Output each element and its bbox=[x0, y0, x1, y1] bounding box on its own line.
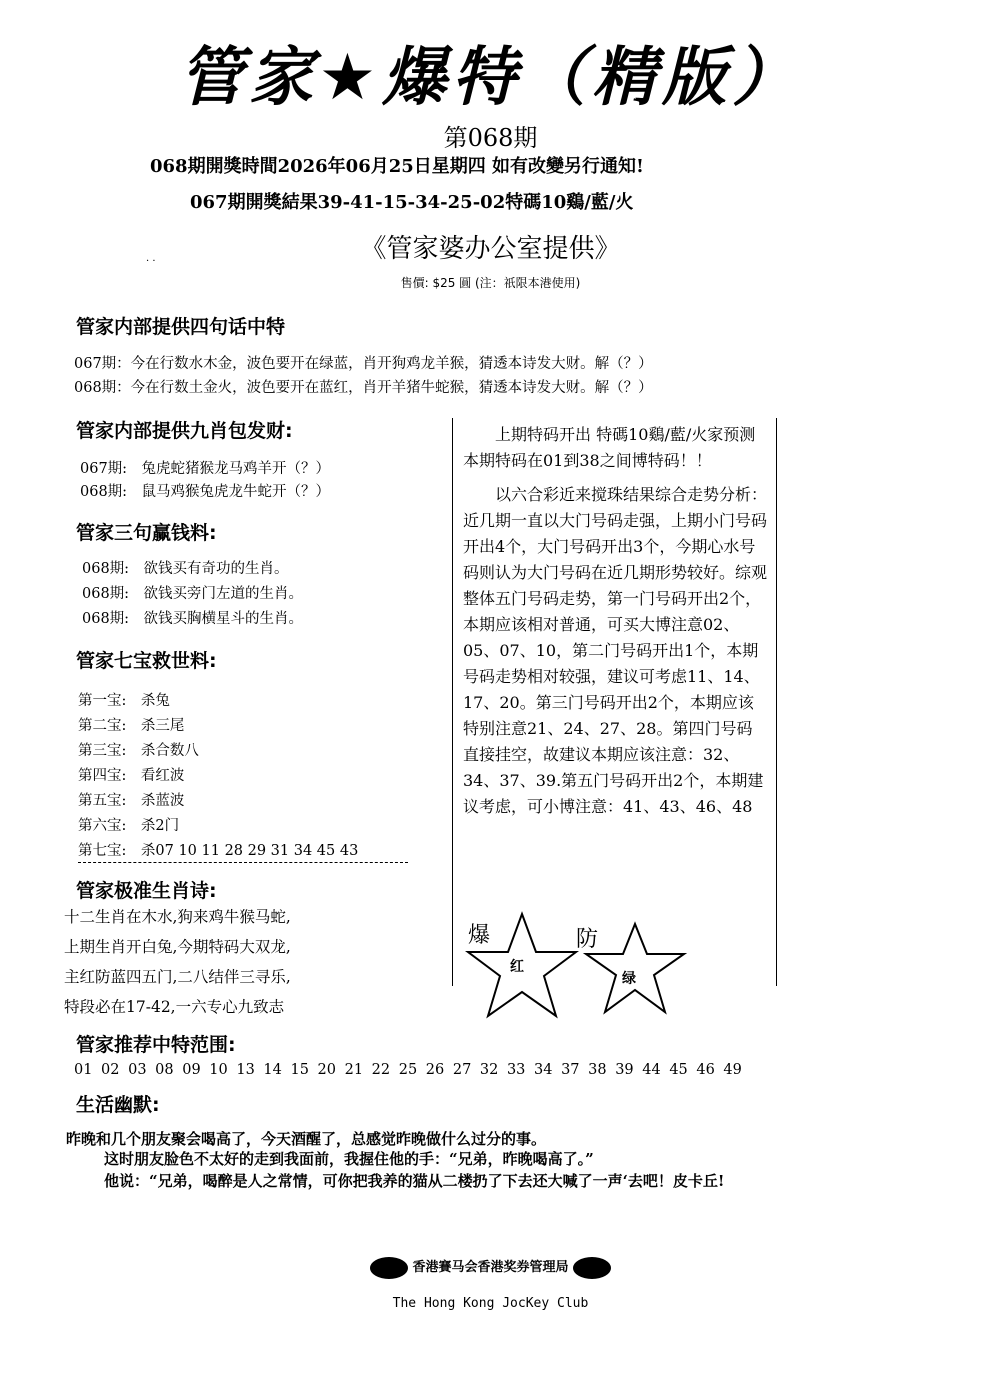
poem-heading: 管家极准生肖诗: bbox=[76, 880, 217, 902]
page-title: 管家★爆特（精版） bbox=[178, 41, 803, 115]
hkjc-emblem-icon bbox=[573, 1257, 611, 1279]
seven-treasures-heading: 管家七宝救世料: bbox=[76, 650, 217, 672]
treasure-row: 第六宝: 杀2门 bbox=[78, 818, 180, 834]
hkjc-logo-line bbox=[0, 1256, 981, 1279]
nine-zodiac-heading: 管家内部提供九肖包发财: bbox=[76, 420, 293, 442]
provider-line: 《管家婆办公室提供》 bbox=[360, 234, 621, 264]
four-lines-heading: 管家内部提供四句话中特 bbox=[76, 316, 286, 338]
treasure-row: 第四宝: 看红波 bbox=[78, 768, 185, 784]
star-guard-green bbox=[576, 918, 690, 1018]
last-result: 067期開獎結果39-41-15-34-25-02特碼10鷄/藍/火 bbox=[190, 192, 634, 213]
star-text: 绿 bbox=[622, 971, 636, 987]
three-lines-row: 068期: 欲钱买旁门左道的生肖。 bbox=[82, 586, 304, 602]
four-lines-row: 068期：今在行数土金火，波色要开在蓝红，肖开羊猪牛蛇猴，猜透本诗发大财。解（？） bbox=[74, 380, 653, 396]
star-label: 爆 bbox=[468, 923, 491, 948]
three-lines-heading: 管家三句赢钱料: bbox=[76, 522, 217, 544]
three-lines-row: 068期: 欲钱买胸横星斗的生肖。 bbox=[82, 611, 304, 627]
treasure-row: 第一宝: 杀兔 bbox=[78, 693, 170, 709]
poem-row: 主红防蓝四五门,二八结伴三寻乐, bbox=[64, 968, 291, 986]
nine-zodiac-row: 067期: 兔虎蛇猪猴龙马鸡羊开（？） bbox=[80, 461, 331, 477]
hkjc-emblem-icon bbox=[370, 1257, 408, 1279]
humor-row: 昨晚和几个朋友聚会喝高了，今天酒醒了，总感觉昨晚做什么过分的事。 bbox=[66, 1130, 547, 1148]
three-lines-row: 068期: 欲钱买有奇功的生肖。 bbox=[82, 561, 289, 577]
humor-row: 他说：“兄弟，喝醉是人之常情，可你把我养的猫从二楼扔了下去还大喊了一声‘去吧！皮卡丘! bbox=[104, 1172, 725, 1190]
poem-row: 特段必在17-42,一六专心九致志 bbox=[64, 998, 285, 1016]
footer-club: The Hong Kong JocKey Club bbox=[392, 1296, 589, 1311]
draw-time-notice: 068期開獎時間2026年06月25日星期四 如有改變另行通知! bbox=[150, 156, 644, 177]
star-label: 防 bbox=[576, 927, 599, 952]
star-burst-red bbox=[462, 910, 582, 1020]
humor-row: 这时朋友脸色不太好的走到我面前，我握住他的手：“兄弟，昨晚喝高了。” bbox=[104, 1150, 594, 1168]
range-heading: 管家推荐中特范围: bbox=[76, 1034, 236, 1056]
footer-org: 香港賽马会香港奖券管理局 bbox=[412, 1260, 569, 1275]
poem-row: 十二生肖在木水,狗来鸡牛猴马蛇, bbox=[64, 908, 291, 926]
range-numbers: 01 02 03 08 09 10 13 14 15 20 21 22 25 26 27 32 33 34 37 38 39 44 45 46 49 bbox=[74, 1062, 742, 1078]
four-lines-row: 067期：今在行数水木金，波色要开在绿蓝，肖开狗鸡龙羊猴，猜透本诗发大财。解（？） bbox=[74, 356, 653, 372]
decorative-dots: · · bbox=[146, 256, 156, 267]
treasure-row: 第七宝: 杀07 10 11 28 29 31 34 45 43 bbox=[78, 839, 408, 863]
analysis-paragraph: 上期特码开出 特碼10鷄/藍/火家预测本期特码在01到38之间博特码！！ bbox=[463, 425, 756, 470]
treasure-row: 第三宝: 杀合数八 bbox=[78, 743, 199, 759]
poem-row: 上期生肖开白兔,今期特码大双龙, bbox=[64, 938, 291, 956]
issue-number: 第068期 bbox=[443, 124, 538, 152]
treasure-row: 第二宝: 杀三尾 bbox=[78, 718, 185, 734]
analysis-paragraph: 以六合彩近来搅珠结果综合走势分析：近几期一直以大门号码走强，上期小门号码开出4个，大门号码开出3个，今期心水号码则认为大门号码在近几期形势较好。综观整体五门号码走势，第一门号码开出2个，本期应该相对普通，可买大博注意02、05、07、10，第二门号码开出1个，本期号码走势相对较强，建议可考虑11、14、17、20。第三门号码开出2个，本期应该特别注意21、24、27、28。第四门号码直接挂空，故建议本期应该注意：32、34、37、39.第五门号码开出2个，本期建议考虑，可小博注意：41、43、46、48 bbox=[463, 485, 768, 816]
treasure-row: 第五宝: 杀蓝波 bbox=[78, 793, 185, 809]
nine-zodiac-row: 068期: 鼠马鸡猴兔虎龙牛蛇开（？） bbox=[80, 484, 331, 500]
price-line: 售價: $25 圓 (注：祇限本港使用) bbox=[400, 276, 581, 290]
humor-heading: 生活幽默: bbox=[76, 1094, 160, 1116]
star-text: 红 bbox=[510, 959, 524, 975]
analysis-box bbox=[452, 418, 777, 986]
